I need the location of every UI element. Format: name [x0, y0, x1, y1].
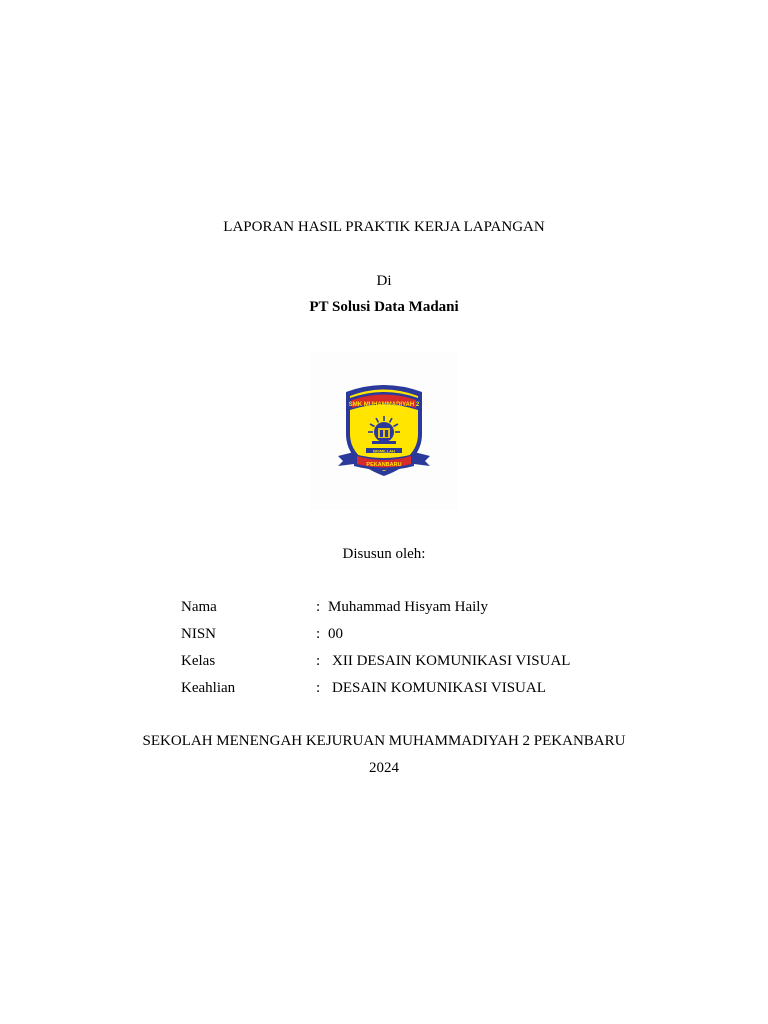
info-colon: : [316, 680, 321, 696]
info-value: DESAIN KOMUNIKASI VISUAL [332, 680, 546, 696]
info-label: Keahlian [181, 680, 236, 696]
school-crest-logo [310, 352, 458, 510]
info-colon: : [316, 599, 321, 615]
info-label: Kelas [181, 653, 216, 669]
info-row-keahlian [0, 679, 768, 697]
info-colon: : [316, 626, 321, 642]
info-row-nisn [0, 625, 768, 643]
crest-motto-text: BISMILLAH [373, 448, 395, 454]
compiled-by-label: Disusun oleh: [342, 546, 426, 562]
info-row-nama [0, 598, 768, 616]
info-value: 00 [328, 626, 343, 642]
school-name: SEKOLAH MENENGAH KEJURUAN MUHAMMADIYAH 2 PEKANBARU [142, 733, 626, 749]
info-colon: : [316, 653, 321, 669]
report-title: LAPORAN HASIL PRAKTIK KERJA LAPANGAN [223, 219, 545, 235]
info-label: NISN [181, 626, 217, 642]
info-value: Muhammad Hisyam Haily [328, 599, 488, 615]
info-value: XII DESAIN KOMUNIKASI VISUAL [332, 653, 571, 669]
report-year: 2024 [369, 760, 399, 776]
info-label: Nama [181, 599, 217, 615]
location-prefix: Di [376, 273, 392, 289]
company-name: PT Solusi Data Madani [309, 299, 459, 315]
crest-ribbon-text: PEKANBARU [366, 462, 402, 468]
info-row-kelas [0, 652, 768, 670]
crest-banner-text: SMK MUHAMMADIYAH 2 [348, 402, 420, 408]
